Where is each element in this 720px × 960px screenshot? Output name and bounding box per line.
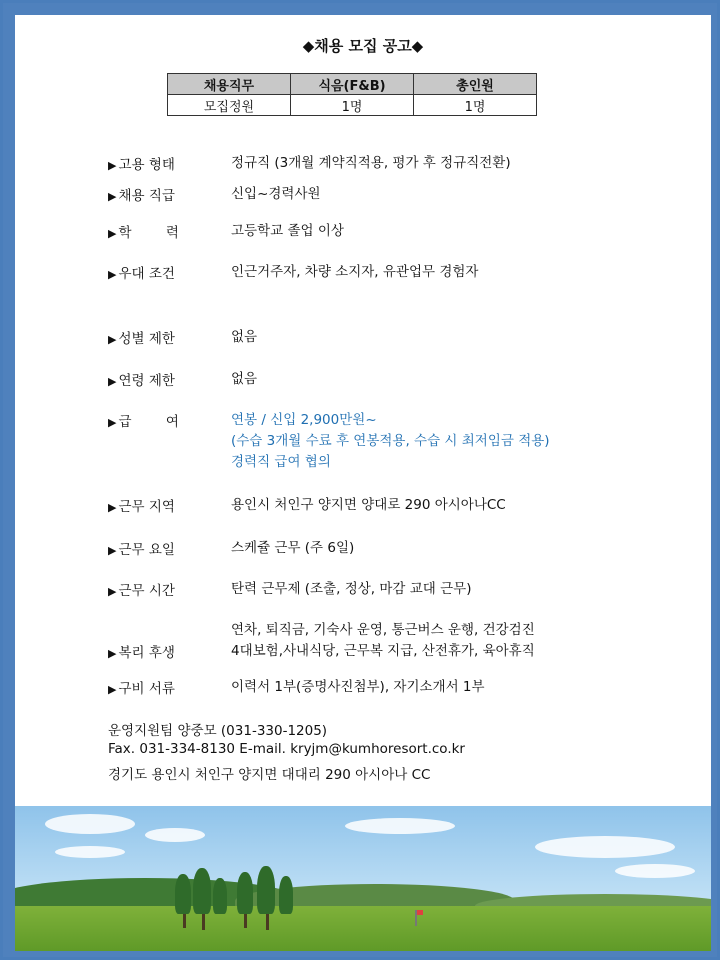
- tree: [257, 866, 275, 914]
- arrow-icon: ▶: [108, 683, 117, 696]
- arrow-icon: ▶: [108, 227, 117, 240]
- item-value: 고등학교 졸업 이상: [231, 223, 344, 239]
- cloud: [345, 818, 455, 834]
- item-label: 성별 제한: [118, 331, 175, 347]
- job-posting-sheet: [15, 15, 711, 951]
- item-value: 용인시 처인구 양지면 양대로 290 아시아나CC: [231, 497, 506, 513]
- golf-course-photo: [15, 806, 711, 951]
- header-cell-job: 채용직무: [168, 74, 291, 95]
- arrow-icon: ▶: [108, 544, 117, 557]
- item-label: 연령 제한: [118, 373, 175, 389]
- item-label: 우대 조건: [118, 266, 175, 282]
- roles-table: [167, 73, 537, 116]
- item-value: 정규직 (3개월 계약직적용, 평가 후 정규직전환): [231, 155, 511, 171]
- salary-line: (수습 3개월 수료 후 연봉적용, 수습 시 최저임금 적용): [231, 433, 550, 449]
- row-cell-label: 모집정원: [168, 95, 291, 116]
- arrow-icon: ▶: [108, 268, 117, 281]
- item-label: 근무 요일: [118, 542, 175, 558]
- arrow-icon: ▶: [108, 416, 117, 429]
- item-value: 스케쥴 근무 (주 6일): [231, 540, 355, 556]
- cloud: [55, 846, 125, 858]
- tree: [175, 874, 191, 914]
- arrow-icon: ▶: [108, 585, 117, 598]
- roles-table-row: [168, 95, 537, 116]
- tree: [237, 872, 253, 914]
- item-label: 고용 형태: [118, 157, 175, 173]
- contact-team: 운영지원팀 양중모 (031-330-1205): [108, 723, 328, 739]
- tree: [193, 868, 211, 914]
- cloud: [535, 836, 675, 858]
- benefits-line: 4대보험,사내식당, 근무복 지급, 산전휴가, 육아휴직: [231, 643, 535, 659]
- salary-line: 연봉 / 신입 2,900만원~: [231, 412, 377, 428]
- item-label: 학 력: [118, 225, 179, 241]
- arrow-icon: ▶: [108, 501, 117, 514]
- item-label: 근무 시간: [118, 583, 175, 599]
- tree: [279, 876, 293, 914]
- contact-address: 경기도 용인시 처인구 양지면 대대리 290 아시아나 CC: [108, 767, 431, 783]
- roles-table-header-row: [168, 74, 537, 95]
- row-cell-fnb-count: 1명: [291, 95, 414, 116]
- cloud: [45, 814, 135, 834]
- item-value: 신입~경력사원: [231, 186, 321, 202]
- posting-title: ◆채용 모집 공고◆: [302, 37, 424, 55]
- item-label: 급 여: [118, 414, 179, 430]
- arrow-icon: ▶: [108, 647, 117, 660]
- arrow-icon: ▶: [108, 159, 117, 172]
- contact-fax-email: Fax. 031-334-8130 E-mail. kryjm@kumhoresort.co.kr: [108, 741, 465, 757]
- fairway: [15, 906, 711, 951]
- arrow-icon: ▶: [108, 190, 117, 203]
- item-value: 없음: [231, 329, 258, 345]
- arrow-icon: ▶: [108, 333, 117, 346]
- header-cell-fnb: 식음(F&B): [291, 74, 414, 95]
- item-label: 근무 지역: [118, 499, 175, 515]
- item-label: 복리 후생: [118, 645, 175, 661]
- row-cell-total-count: 1명: [414, 95, 537, 116]
- tree: [213, 878, 227, 914]
- item-value: 탄력 근무제 (조출, 정상, 마감 교대 근무): [231, 581, 472, 597]
- item-value: 없음: [231, 371, 258, 387]
- flag: [417, 910, 423, 915]
- salary-line: 경력직 급여 협의: [231, 454, 331, 470]
- arrow-icon: ▶: [108, 375, 117, 388]
- cloud: [615, 864, 695, 878]
- item-value: 인근거주자, 차량 소지자, 유관업무 경험자: [231, 264, 479, 280]
- item-label: 구비 서류: [118, 681, 175, 697]
- item-value: 이력서 1부(증명사진첨부), 자기소개서 1부: [231, 679, 485, 695]
- cloud: [145, 828, 205, 842]
- item-label: 채용 직급: [118, 188, 175, 204]
- header-cell-total: 총인원: [414, 74, 537, 95]
- benefits-line: 연차, 퇴직금, 기숙사 운영, 통근버스 운행, 건강검진: [231, 622, 535, 638]
